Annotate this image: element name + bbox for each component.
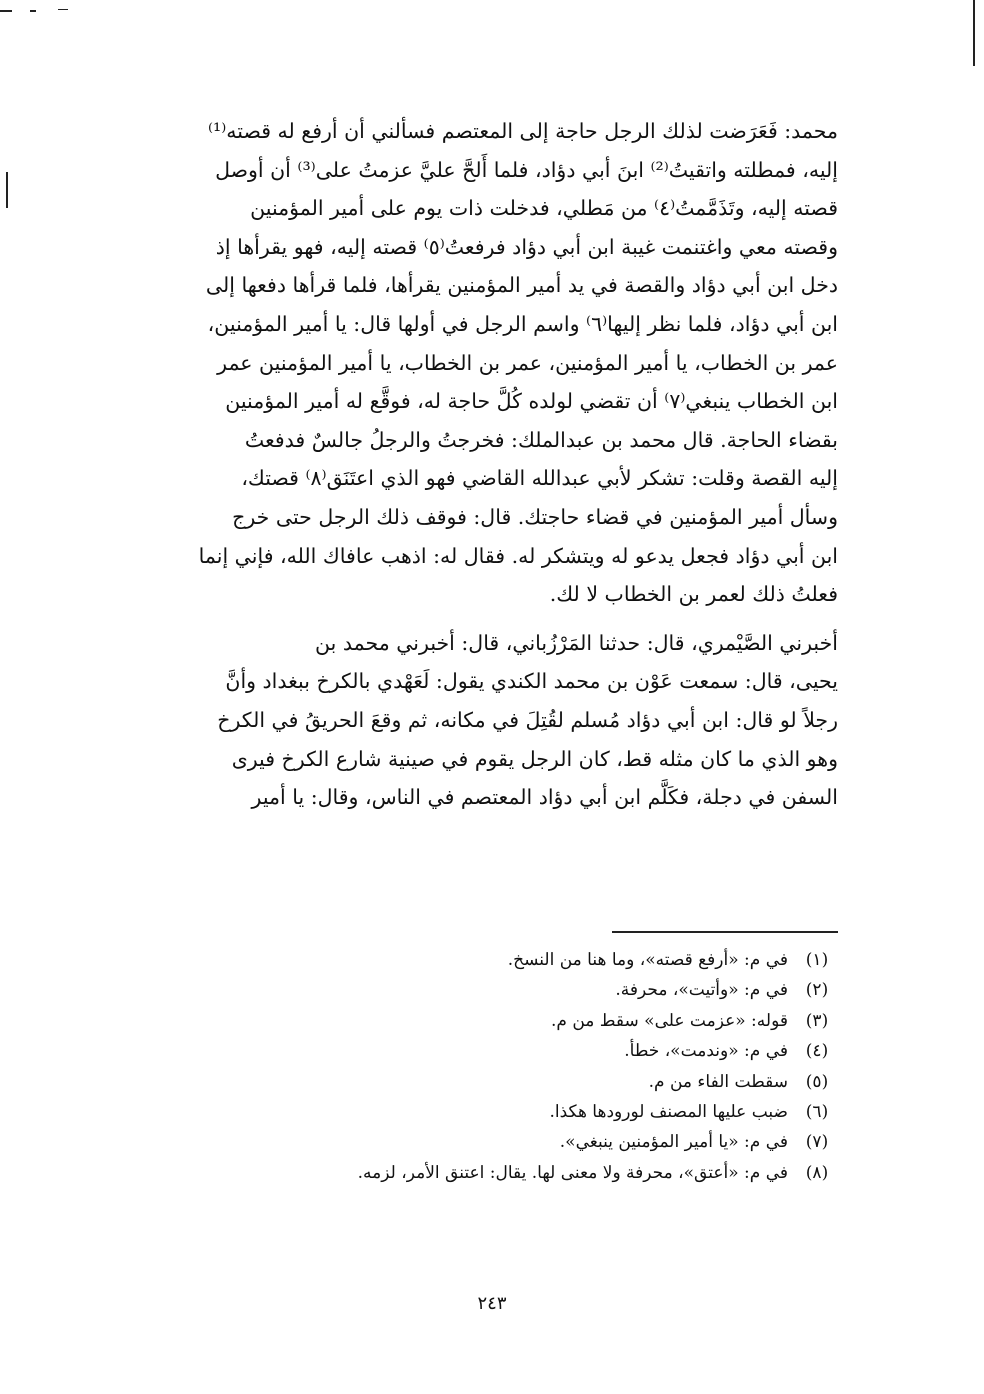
text-line: وقصته معي واغتنمت غيبة ابن أبي دؤاد فرفعتُ⁽٥⁾ قصته إليه، فهو يقرأها إذ (215, 234, 838, 259)
text-line: دخل ابن أبي دؤاد والقصة في يد أمير المؤمنين يقرأها، فلما قرأها دفعها إلى (205, 273, 838, 298)
footnote (200, 1158, 838, 1188)
footnote (200, 1127, 838, 1157)
footnote-number: (٢) (805, 980, 829, 1001)
text-line: يحيى، قال: سمعت عَوْن بن محمد الكندي يقول: لَعَهْدي بالكرخ ببغداد وأنَّ (225, 669, 838, 694)
footnote-number: (٥) (805, 1071, 829, 1092)
scan-mark (58, 9, 68, 10)
text-line: بقضاء الحاجة. قال محمد بن عبدالملك: فخرجتُ والرجلُ جالسٌ فدفعتُ (244, 427, 838, 452)
text-line: ابن الخطاب ينبغي⁽٧⁾ أن تقضي لولده كُلَّ حاجة له، فوقَّع له أمير المؤمنين (225, 389, 838, 414)
footnote-number: (٣) (805, 1010, 829, 1031)
footnote (200, 1036, 838, 1066)
text-line: أخبرني الصَّيْمري، قال: حدثنا المَرْزُباني، قال: أخبرني محمد بن (315, 630, 838, 655)
text-line: ابن أبي دؤاد، فلما نظر إليها⁽٦⁾ واسم الرجل في أولها قال: يا أمير المؤمنين، (207, 311, 838, 336)
footnote-number: (٦) (805, 1102, 829, 1123)
footnote (200, 945, 838, 975)
text-line: وهو الذي ما كان مثله قط، كان الرجل يقوم في صينية شارع الكرخ فيرى (231, 746, 838, 771)
footnote-text: ضبب عليها المصنف لورودها هكذا. (549, 1102, 788, 1123)
text-line: فعلتُ ذلك لعمر بن الخطاب لا لك. (549, 582, 838, 607)
footnote-number: (٤) (805, 1041, 829, 1062)
scan-edge-line (973, 0, 975, 66)
scan-mark (30, 10, 36, 12)
footnote-text: في م: «أعتق»، محرفة ولا معنى لها. يقال: اعتنق الأمر، لزمه. (357, 1162, 788, 1183)
text-line: رجلاً لو قال: ابن أبي دؤاد مُسلم لقُتِلَ في مكانه، ثم وقعَ الحريقُ في الكرخ (217, 707, 838, 732)
footnote (200, 1097, 838, 1127)
footnote-number: (١) (805, 950, 829, 970)
scan-edge-line (6, 172, 8, 208)
text-line: محمد: فَعَرَضت لذلك الرجل حاجة إلى المعتصم فسألني أن أرفع له قصته⁽¹⁾ (207, 119, 838, 143)
footnote (200, 1067, 838, 1097)
footnote (200, 975, 838, 1005)
text-line: السفن في دجلة، فكَلَّم ابن أبي دؤاد المعتصم في الناس، وقال: يا أمير (251, 785, 838, 810)
main-text (132, 112, 838, 817)
footnote-text: قوله: «عزمت على» سقط من م. (551, 1010, 788, 1031)
scan-mark (0, 10, 12, 12)
footnote-number: (٨) (805, 1162, 829, 1183)
text-line: إليه القصة وقلت: تشكر لأبي عبدالله القاضي فهو الذي اعتَنَق⁽٨⁾ قصتك، (241, 466, 838, 491)
footnote (200, 1006, 838, 1036)
footnote-text: في م: «أرفع قصته»، وما هنا من النسخ. (507, 950, 788, 970)
text-line: قصته إليه، وتَذَمَّمتُ⁽٤⁾ من مَطلي، فدخلت ذات يوم على أمير المؤمنين (250, 196, 838, 221)
footnote-text: في م: «يا أمير المؤمنين ينبغي». (559, 1132, 788, 1153)
text-line: وسأل أمير المؤمنين في قضاء حاجتك. قال: فوقف ذلك الرجل حتى خرج (232, 504, 838, 529)
footnotes (200, 945, 838, 1188)
text-line: إليه، فمطلته واتقيتُ⁽²⁾ ابنَ أبي دؤاد، فلما أَلحَّ عليَّ عزمتُ على⁽³⁾ أن أوصل (215, 157, 838, 182)
paragraph (132, 112, 838, 614)
footnote-text: في م: «وندمت»، خطأ. (624, 1041, 788, 1062)
footnote-text: سقطت الفاء من م. (648, 1071, 788, 1092)
page-number: ٢٤٣ (477, 1293, 507, 1314)
text-line: عمر بن الخطاب، يا أمير المؤمنين، عمر بن الخطاب، يا أمير المؤمنين عمر (217, 350, 838, 375)
footnote-text: في م: «وأتيت»، محرفة. (615, 980, 788, 1001)
footnote-number: (٧) (805, 1132, 829, 1153)
text-line: ابن أبي دؤاد فجعل يدعو له ويتشكر له. فقال له: اذهب عافاك الله، فإني إنما (198, 543, 838, 568)
paragraph (132, 624, 838, 817)
footnote-separator (612, 931, 838, 933)
